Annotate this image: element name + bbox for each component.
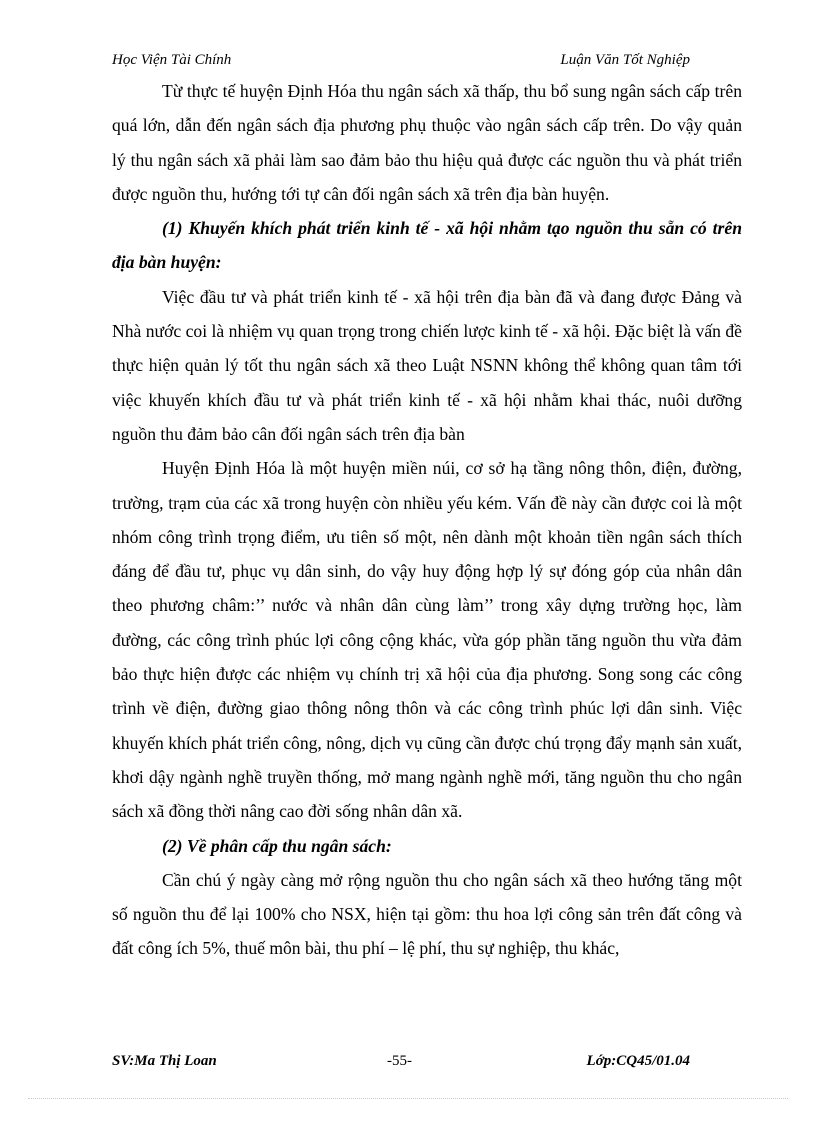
footer-student: SV:Ma Thị Loan [112, 1053, 217, 1069]
section-heading-1: (1) Khuyến khích phát triển kinh tế - xã hội nhằm tạo nguồn thu sẵn có trên địa bàn huyện: [112, 218, 742, 273]
page-body [112, 74, 742, 966]
paragraph-dinh-hoa: Huyện Định Hóa là một huyện miền núi, cơ sở hạ tầng nông thôn, điện, đường, trường, trạm của các xã trong huyện còn nhiều yếu kém. Vấn đề này cần được coi là một nhóm công trình trọng điểm, ưu tiên số một, nên dành một khoản tiền ngân sách thích đáng để đầu tư, phục vụ dân sinh, do vậy huy động hợp lý sự đóng góp của nhân dân theo phương châm:’’ nước và nhân dân cùng làm’’ trong xây dựng trường học, làm đường, các công trình phúc lợi công cộng khác, vừa góp phần tăng nguồn thu vừa đảm bảo thực hiện được các nhiệm vụ chính trị xã hội của địa phương. Song song các công trình về điện, đường giao thông nông thôn và các công trình phúc lợi dân sinh. Việc khuyến khích phát triển công, nông, dịch vụ cũng cần được chú trọng đẩy mạnh sản xuất, khơi dậy ngành nghề truyền thống, mở mang ngành nghề mới, tăng nguồn thu cho ngân sách xã đồng thời nâng cao đời sống nhân dân xã. [112, 458, 742, 822]
section-heading-2: (2) Về phân cấp thu ngân sách: [162, 835, 392, 856]
paragraph-intro: Từ thực tế huyện Định Hóa thu ngân sách xã thấp, thu bổ sung ngân sách cấp trên quá lớn, dẫn đến ngân sách địa phương phụ thuộc vào ngân sách cấp trên. Do vậy quản lý thu ngân sách xã phải làm sao đảm bảo thu hiệu quả được các nguồn thu và phát triển được nguồn thu, hướng tới tự cân đối ngân sách xã trên địa bàn huyện. [112, 81, 742, 204]
header-institution: Học Viện Tài Chính [112, 52, 232, 68]
footer-class: Lớp:CQ45/01.04 [586, 1053, 690, 1069]
paragraph-revenue-sources: Cần chú ý ngày càng mở rộng nguồn thu cho ngân sách xã theo hướng tăng một số nguồn thu để lại 100% cho NSX, hiện tại gồm: thu hoa lợi công sản trên đất công và đất công ích 5%, thuế môn bài, thu phí – lệ phí, thu sự nghiệp, thu khác, [112, 869, 742, 959]
footer-page-number: -55- [387, 1053, 412, 1069]
paragraph-investment: Việc đầu tư và phát triển kinh tế - xã hội trên địa bàn đã và đang được Đảng và Nhà nước coi là nhiệm vụ quan trọng trong chiến lược kinh tế - xã hội. Đặc biệt là vấn đề thực hiện quản lý tốt thu ngân sách xã theo Luật NSNN không thể không quan tâm tới việc khuyến khích đầu tư và phát triển kinh tế - xã hội nhằm khai thác, nuôi dưỡng nguồn thu đảm bảo cân đối ngân sách trên địa bàn [112, 286, 742, 444]
header-document-type: Luận Văn Tốt Nghiệp [560, 52, 690, 68]
page-bottom-divider [28, 1098, 788, 1099]
